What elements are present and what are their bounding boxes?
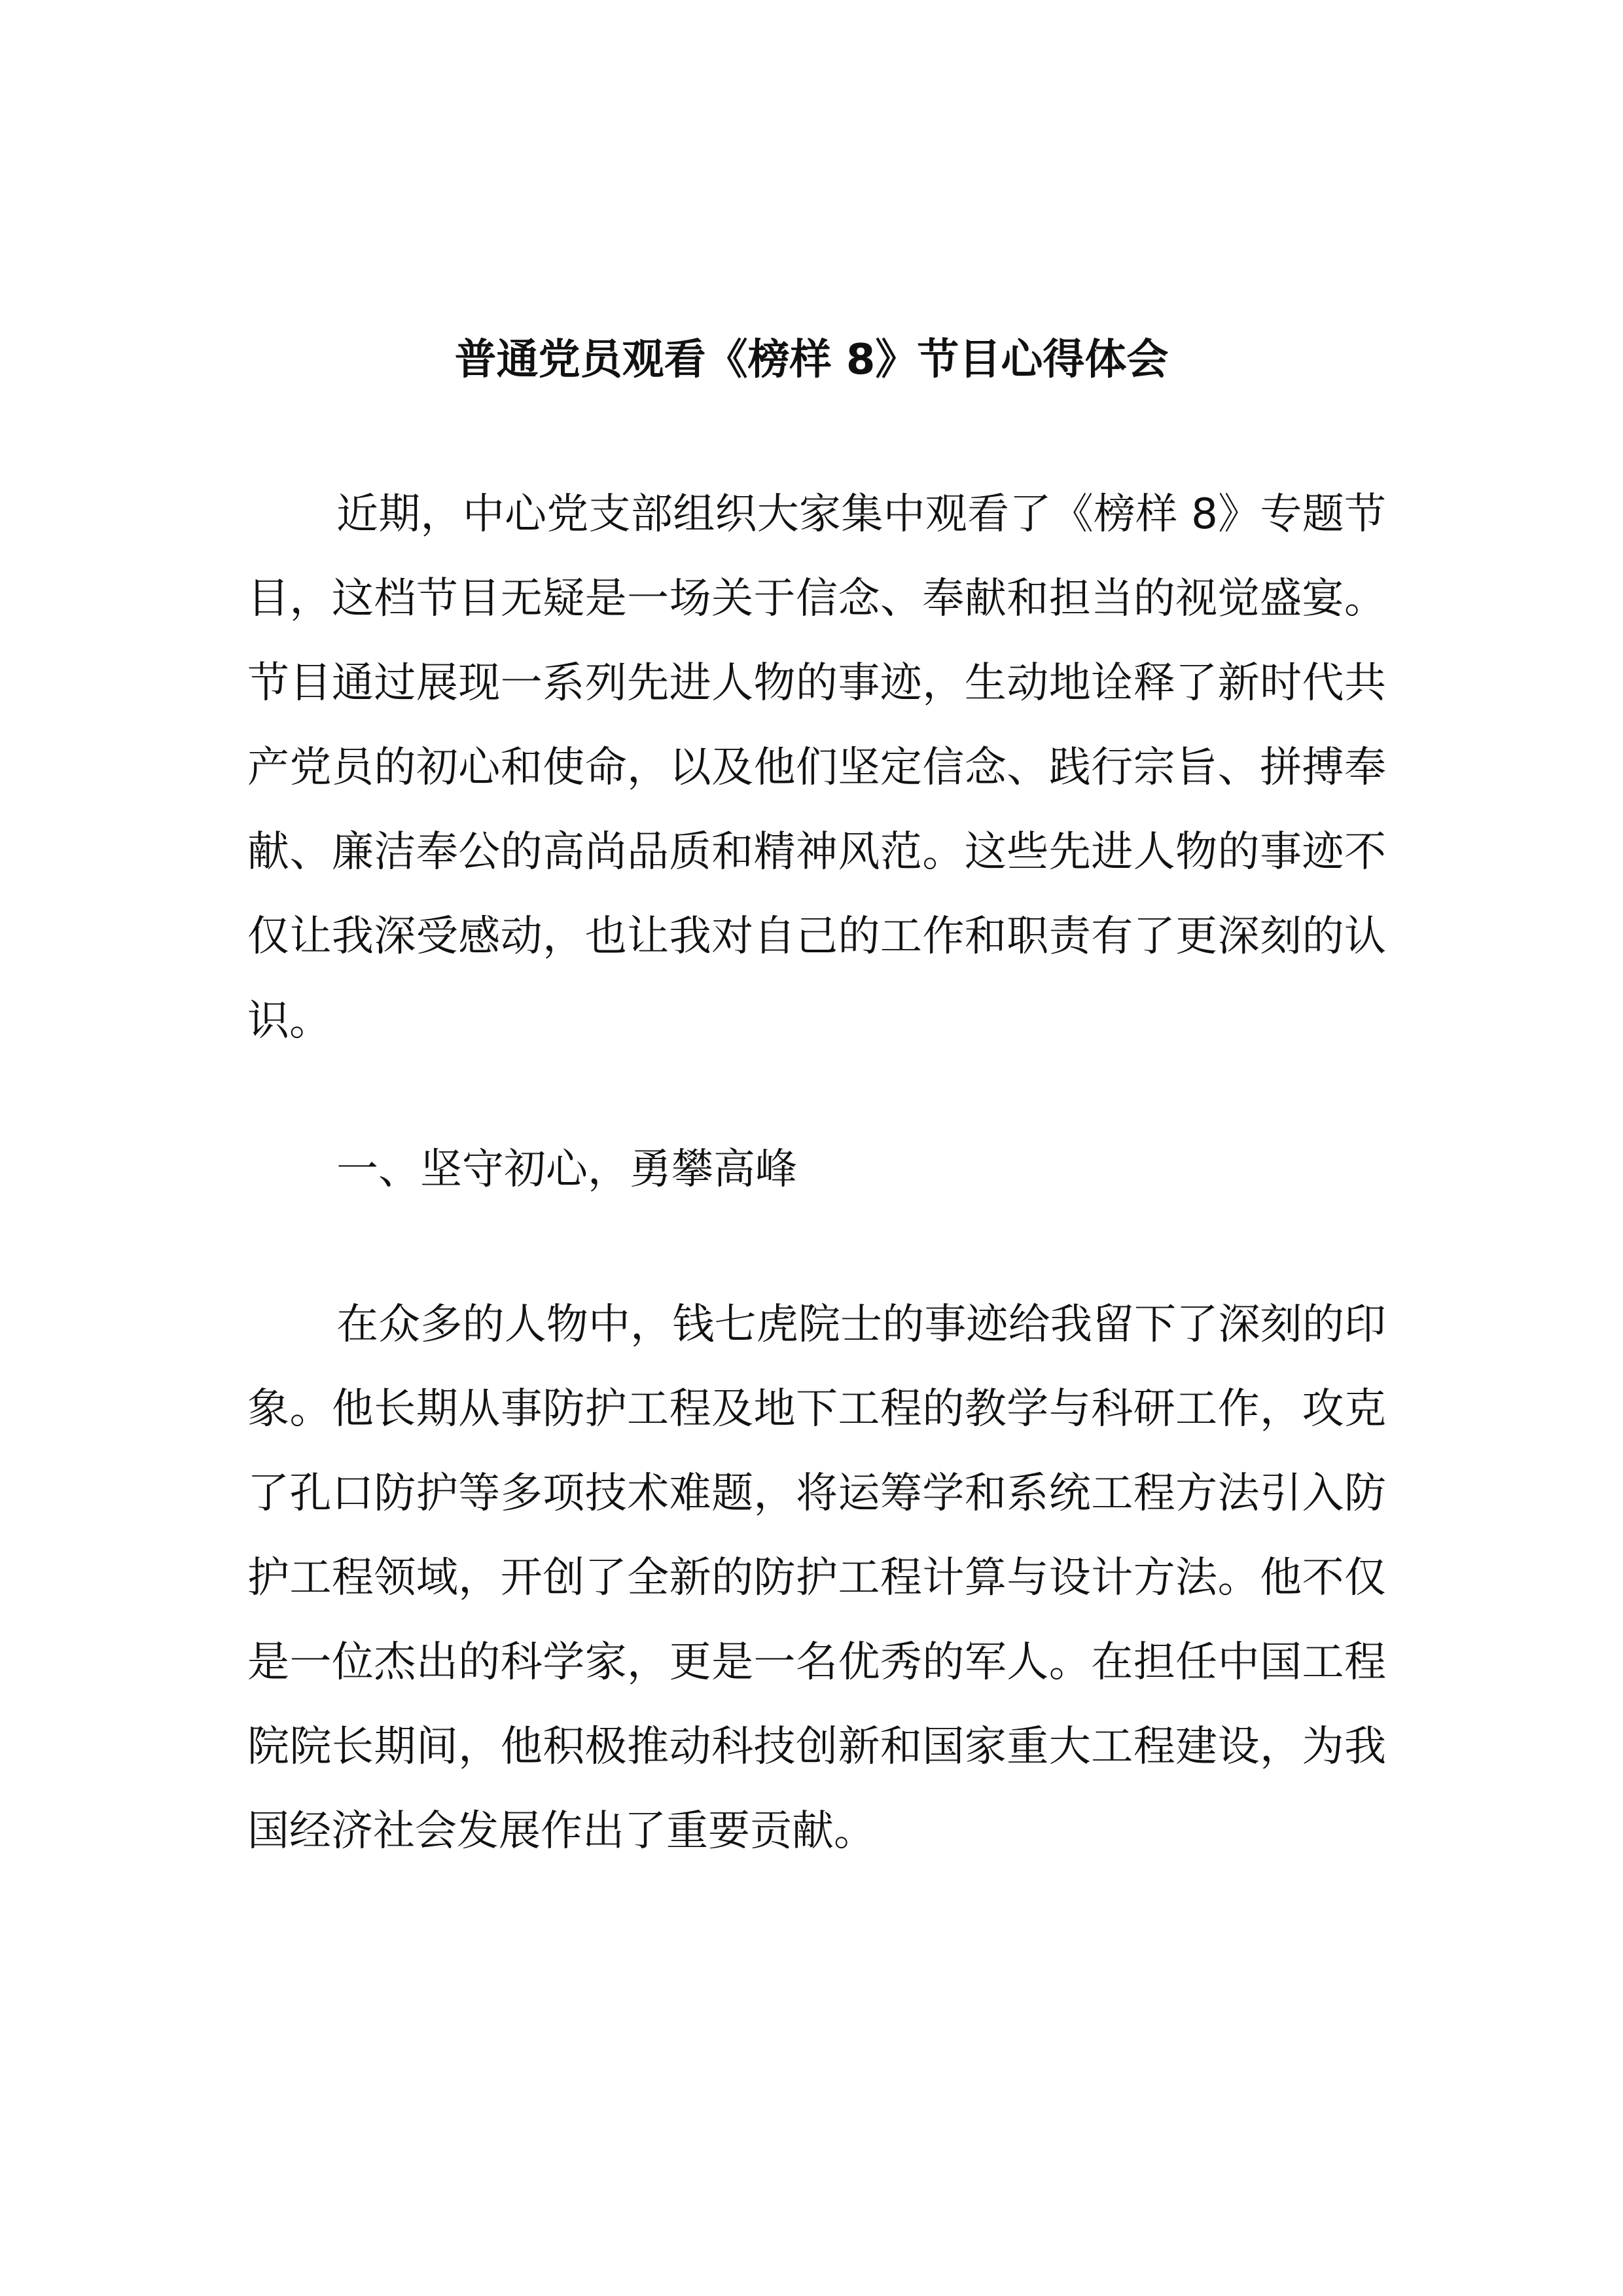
section-1-paragraph: 在众多的人物中，钱七虎院士的事迹给我留下了深刻的印象。他长期从事防护工程及地下工程的教学与科研工作，攻克了孔口防护等多项技术难题，将运筹学和系统工程方法引入防护工程领域，开创了全新的防护工程计算与设计方法。他不仅是一位杰出的科学家，更是一名优秀的军人。在担任中国工程院院长期间，他积极推动科技创新和国家重大工程建设，为我国经济社会发展作出了重要贡献。: [247, 1300, 1386, 1856]
document-title: 普通党员观看《榜样 8》节目心得体会: [454, 336, 1169, 384]
intro-paragraph: 近期，中心党支部组织大家集中观看了《榜样 8》专题节目，这档节目无疑是一场关于信念、奉献和担当的视觉盛宴。节目通过展现一系列先进人物的事迹，生动地诠释了新时代共产党员的初心和使命，以及他们坚定信念、践行宗旨、拼搏奉献、廉洁奉公的高尚品质和精神风范。这些先进人物的事迹不仅让我深受感动，也让我对自己的工作和职责有了更深刻的认识。: [247, 490, 1386, 1045]
section-1-heading: 一、坚守初心，勇攀高峰: [336, 1145, 797, 1194]
